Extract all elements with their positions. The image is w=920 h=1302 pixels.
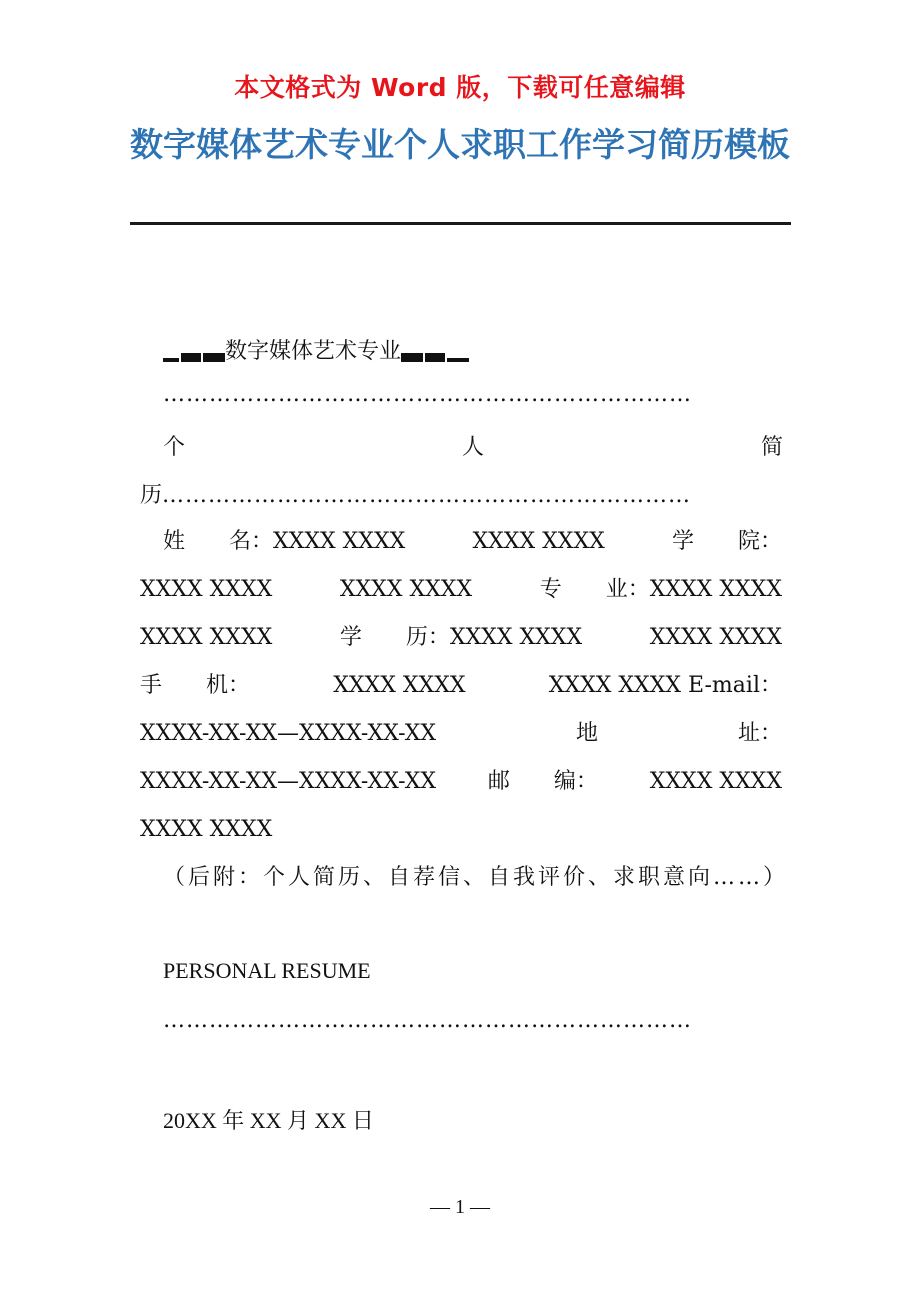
info-cell: XXXX XXXX	[339, 577, 473, 602]
dotted-separator: ……………………………………………………………	[163, 1008, 692, 1033]
info-row	[140, 806, 782, 854]
heading-bar	[163, 358, 179, 362]
info-row	[140, 566, 782, 614]
info-row	[140, 662, 782, 710]
info-row	[140, 614, 782, 662]
info-cell: XXXX XXXX	[140, 577, 273, 602]
heading-bar	[447, 358, 469, 362]
english-heading: PERSONAL RESUME	[163, 958, 371, 983]
resume-heading-spread	[163, 430, 783, 461]
info-cell: XXXX XXXX	[472, 529, 605, 554]
resume-char: 个	[163, 435, 186, 460]
info-cell: 学 历：XXXX XXXX	[339, 625, 583, 650]
info-cell: XXXX XXXX	[140, 625, 273, 650]
date-line: 20XX 年 XX 月 XX 日	[163, 1108, 374, 1133]
heading-bar	[181, 353, 201, 362]
personal-info	[140, 518, 782, 854]
heading-bar	[203, 353, 225, 362]
info-row	[140, 758, 782, 806]
info-cell: XXXX-XX-XX—XXXX-XX-XX	[140, 721, 437, 746]
info-cell: 址：	[737, 721, 782, 746]
dotted-separator: ……………………………………………………………	[162, 483, 692, 508]
info-cell: XXXX XXXX E-mail：	[548, 673, 782, 698]
heading-bar	[401, 353, 423, 362]
appendix-note: （后附：个人简历、自荐信、自我评价、求职意向……）	[163, 865, 789, 890]
info-cell: 手 机：	[140, 673, 251, 698]
resume-char: 人	[461, 435, 484, 460]
info-cell: 地	[576, 721, 599, 746]
resume-char: 历	[140, 483, 163, 508]
info-cell: 姓 名：XXXX XXXX	[163, 529, 406, 554]
document-title: 数字媒体艺术专业个人求职工作学习简历模板	[130, 125, 790, 164]
page-number: — 1 —	[430, 1196, 490, 1218]
info-cell: XXXX XXXX	[333, 673, 466, 698]
info-cell: XXXX XXXX	[649, 625, 782, 650]
info-cell: 学 院：	[671, 529, 782, 554]
info-cell: XXXX XXXX	[649, 769, 782, 794]
info-row	[140, 518, 782, 566]
resume-char: 简	[760, 435, 783, 460]
info-cell: 专 业：XXXX XXXX	[539, 577, 782, 602]
major-heading	[163, 334, 805, 365]
info-cell: XXXX-XX-XX—XXXX-XX-XX	[140, 769, 437, 794]
info-cell: XXXX XXXX	[140, 817, 273, 842]
resume-heading-end	[140, 478, 782, 509]
info-row	[140, 710, 782, 758]
info-cell: 邮 编：	[487, 769, 598, 794]
major-name: 数字媒体艺术专业	[225, 339, 402, 364]
dotted-separator: ……………………………………………………………	[163, 382, 692, 407]
title-divider	[130, 222, 791, 225]
heading-bar	[425, 353, 445, 362]
format-notice: 本文格式为 Word 版，下载可任意编辑	[234, 73, 686, 102]
